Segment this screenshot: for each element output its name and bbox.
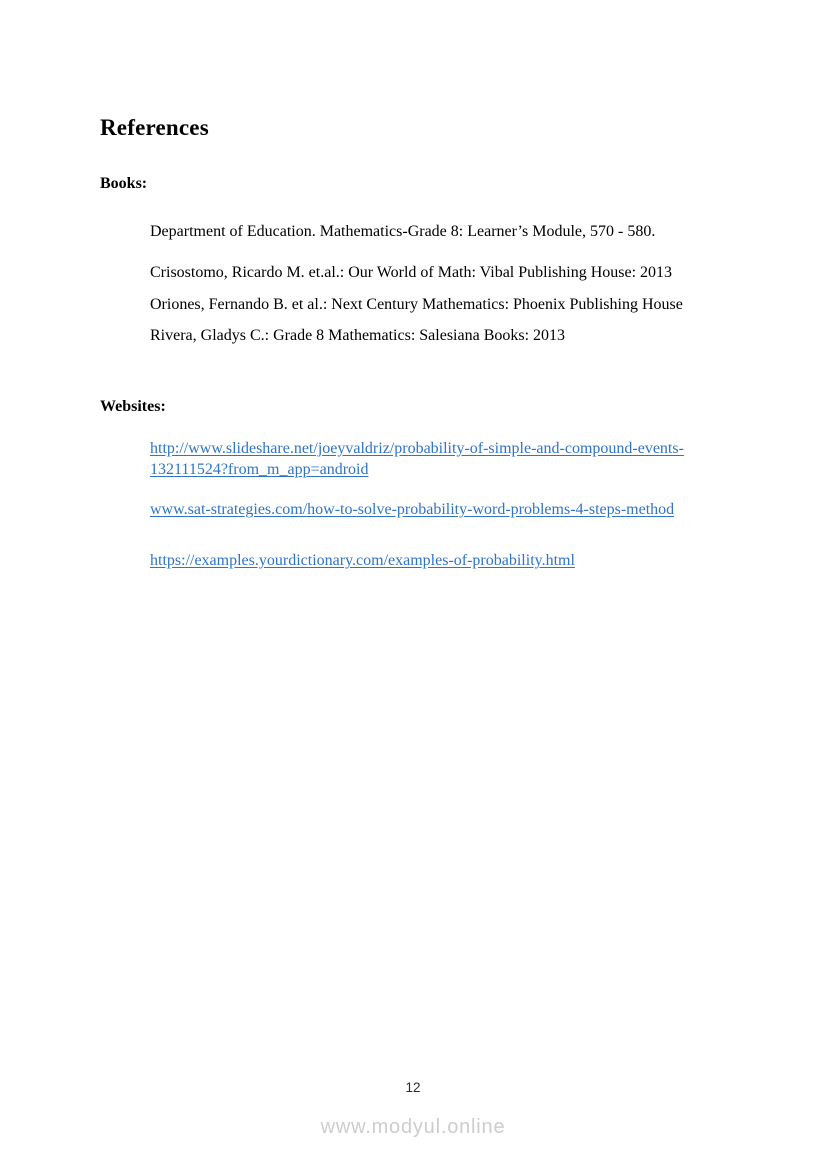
page-title: References [100,115,209,141]
page-number: 12 [405,1080,421,1095]
book-reference: Department of Education. Mathematics-Grade 8: Learner’s Module, 570 - 580. [150,223,656,240]
book-reference: Rivera, Gladys C.: Grade 8 Mathematics: Salesiana Books: 2013 [150,327,566,344]
book-reference: Oriones, Fernando B. et al.: Next Century Mathematics: Phoenix Publishing House [150,296,683,313]
books-section-label: Books: [100,175,148,192]
watermark-text: www.modyul.online [320,1116,506,1138]
website-link-yourdictionary[interactable]: https://examples.yourdictionary.com/examples-of-probability.html [150,552,575,569]
website-link-sat-strategies[interactable]: www.sat-strategies.com/how-to-solve-probability-word-problems-4-steps-method [150,501,675,518]
website-link-slideshare[interactable]: http://www.slideshare.net/joeyvaldriz/probability-of-simple-and-compound-events-132111524?from_m_app=android [150,440,684,478]
websites-section-label: Websites: [100,398,166,415]
book-reference: Crisostomo, Ricardo M. et.al.: Our World of Math: Vibal Publishing House: 2013 [150,264,673,281]
